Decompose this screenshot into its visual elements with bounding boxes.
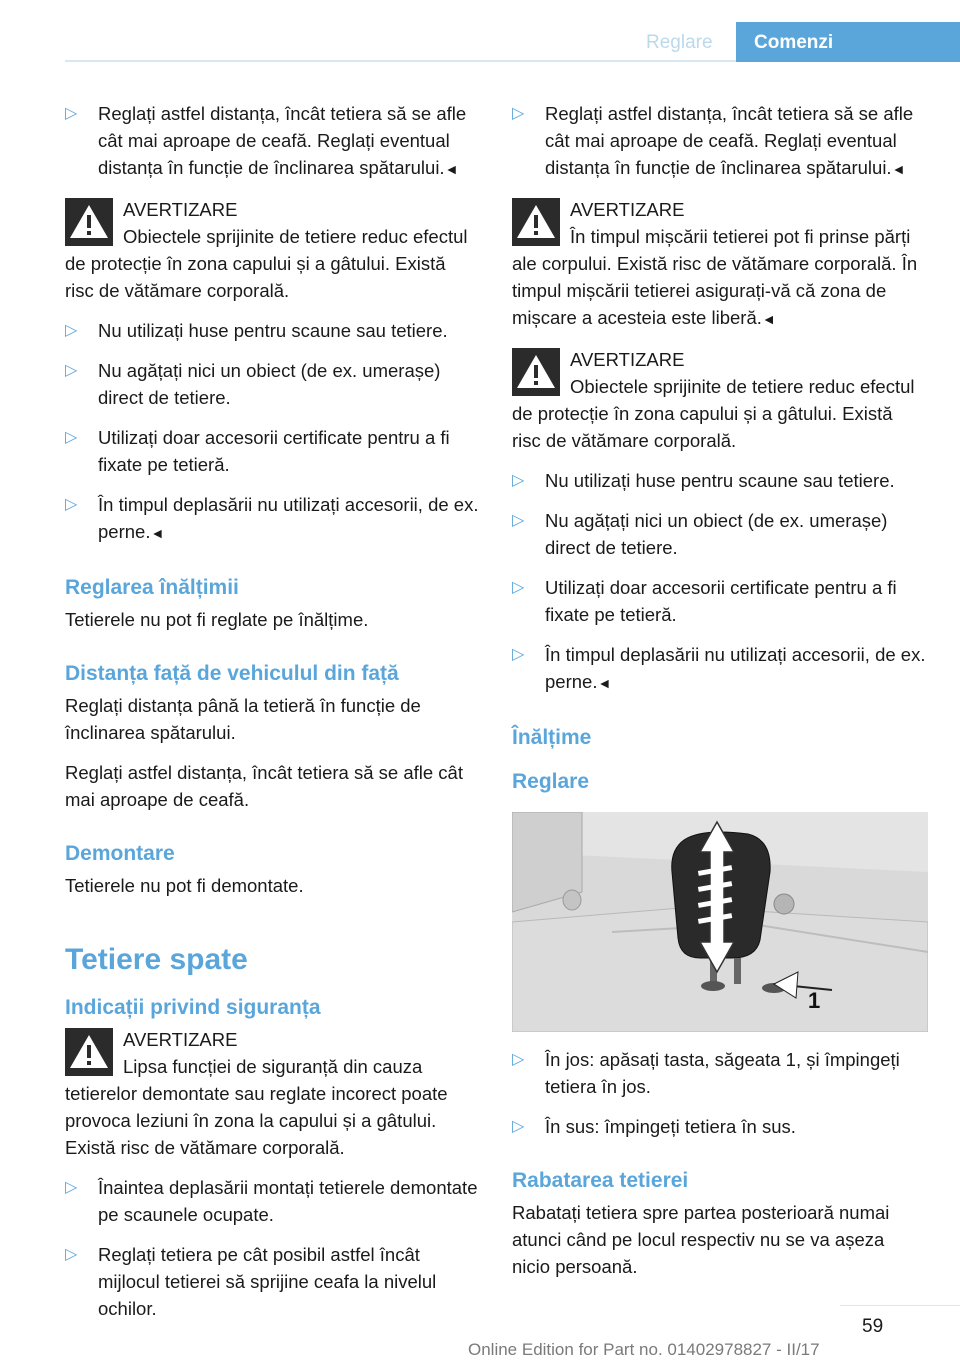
end-mark-icon: ◄ — [891, 161, 906, 177]
bullet-marker-icon: ▷ — [65, 496, 78, 513]
section-heading: Indicații privind siguranța — [65, 996, 321, 1019]
warning-title: AVERTIZARE — [123, 199, 238, 220]
bullet-marker-icon: ▷ — [512, 646, 525, 663]
end-mark-icon: ◄ — [761, 311, 776, 327]
header-section-label: Reglare — [646, 32, 713, 53]
bullet-marker-icon: ▷ — [65, 105, 78, 122]
section-heading: Reglarea înălțimii — [65, 576, 239, 599]
bullet-marker-icon: ▷ — [65, 322, 78, 339]
paragraph: Reglați astfel distanța, încât tetiera să se afle cât mai aproape de ceafă. — [65, 762, 463, 810]
page-number-rule — [840, 1305, 960, 1306]
section-heading: Înălțime — [512, 726, 592, 749]
warning-text: În timpul mișcării tetierei pot fi prinse părți ale corpului. Există risc de vătămare corporală. În timpul mișcării tetierei asigurați-vă că zona de mișcare a acesteia este liberă. — [512, 226, 918, 328]
footer-edition: Online Edition for Part no. 01402978827 - II/17 — [468, 1340, 820, 1359]
end-mark-icon: ◄ — [444, 161, 459, 177]
list-item: ▷ Nu utilizați huse pentru scaune sau tetiere. — [512, 467, 926, 494]
list-item: ▷ Reglați astfel distanța, încât tetiera să se afle cât mai aproape de ceafă. Reglați eventual distanța în funcție de înclinarea spătarului.◄ — [512, 100, 926, 183]
bullet-marker-icon: ▷ — [512, 1118, 525, 1135]
bullet-marker-icon: ▷ — [65, 1246, 78, 1263]
headrest-adjustment-illustration — [512, 812, 928, 1032]
list-item: ▷ În sus: împingeți tetiera în sus. — [512, 1113, 926, 1140]
warning-block — [65, 1026, 479, 1161]
paragraph: Tetierele nu pot fi demontate. — [65, 875, 304, 896]
bullet-marker-icon: ▷ — [512, 1051, 525, 1068]
bullet-marker-icon: ▷ — [512, 105, 525, 122]
warning-text: Lipsa funcției de siguranță din cauza tetierelor demontate sau reglate incorect poate provoca leziuni în zona la capului și a gâtului. Există risc de vătămare corporală. — [65, 1056, 448, 1158]
section-heading: Rabatarea tetierei — [512, 1169, 689, 1192]
section-heading: Demontare — [65, 842, 175, 865]
list-item: ▷ Înaintea deplasării montați tetierele demontate pe scaunele ocupate. — [65, 1174, 479, 1228]
list-item: ▷ Utilizați doar accesorii certificate pentru a fi fixate pe tetieră. — [65, 424, 479, 478]
list-item: ▷ Utilizați doar accesorii certificate pentru a fi fixate pe tetieră. — [512, 574, 926, 628]
header-chapter-tab — [736, 22, 960, 62]
left-column — [65, 100, 479, 1335]
page-number: 59 — [862, 1316, 884, 1337]
header-chapter-label: Comenzi — [754, 32, 834, 53]
warning-title: AVERTIZARE — [570, 349, 685, 370]
list-item: ▷ Nu utilizați huse pentru scaune sau tetiere. — [65, 317, 479, 344]
callout-label: 1 — [808, 988, 821, 1013]
bullet-marker-icon: ▷ — [65, 362, 78, 379]
end-mark-icon: ◄ — [597, 675, 612, 691]
bullet-marker-icon: ▷ — [512, 512, 525, 529]
right-column — [512, 100, 926, 1293]
section-heading: Distanța față de vehiculul din față — [65, 662, 399, 685]
warning-block — [512, 346, 926, 454]
paragraph: Reglați distanța până la tetieră în funcție de înclinarea spătarului. — [65, 695, 421, 743]
warning-title: AVERTIZARE — [123, 1029, 238, 1050]
list-item: ▷ Nu agățați nici un obiect (de ex. umerașe) direct de tetiere. — [65, 357, 479, 411]
warning-text: Obiectele sprijinite de tetiere reduc efectul de protecție în zona capului și a gâtului. Există risc de vătămare corporală. — [512, 376, 915, 451]
list-item: ▷ În jos: apăsați tasta, săgeata 1, și împingeți tetiera în jos. — [512, 1046, 926, 1100]
end-mark-icon: ◄ — [150, 525, 165, 541]
warning-triangle-icon — [512, 348, 560, 396]
warning-block — [65, 196, 479, 304]
list-item: ▷ Reglați tetiera pe cât posibil astfel încât mijlocul tetierei să sprijine ceafa la nivelul ochilor. — [65, 1241, 479, 1322]
warning-triangle-icon — [65, 1028, 113, 1076]
chapter-heading: Tetiere spate — [65, 943, 248, 976]
warning-triangle-icon — [512, 198, 560, 246]
paragraph: Tetierele nu pot fi reglate pe înălțime. — [65, 609, 369, 630]
page-header — [0, 0, 960, 62]
warning-text: Obiectele sprijinite de tetiere reduc efectul de protecție în zona capului și a gâtului. Există risc de vătămare corporală. — [65, 226, 468, 301]
section-heading: Reglare — [512, 770, 590, 793]
bullet-marker-icon: ▷ — [512, 472, 525, 489]
bullet-marker-icon: ▷ — [512, 579, 525, 596]
warning-triangle-icon — [65, 198, 113, 246]
list-item: ▷ Nu agățați nici un obiect (de ex. umerașe) direct de tetiere. — [512, 507, 926, 561]
bullet-marker-icon: ▷ — [65, 1179, 78, 1196]
warning-block — [512, 196, 926, 333]
list-item: ▷ În timpul deplasării nu utilizați accesorii, de ex. perne.◄ — [512, 641, 926, 697]
paragraph: Rabatați tetiera spre partea posterioară numai atunci când pe locul respectiv nu se va așeza nicio persoană. — [512, 1202, 890, 1277]
bullet-marker-icon: ▷ — [65, 429, 78, 446]
list-item: ▷ Reglați astfel distanța, încât tetiera să se afle cât mai aproape de ceafă. Reglați eventual distanța în funcție de înclinarea spătarului.◄ — [65, 100, 479, 183]
list-item: ▷ În timpul deplasării nu utilizați accesorii, de ex. perne.◄ — [65, 491, 479, 547]
warning-title: AVERTIZARE — [570, 199, 685, 220]
